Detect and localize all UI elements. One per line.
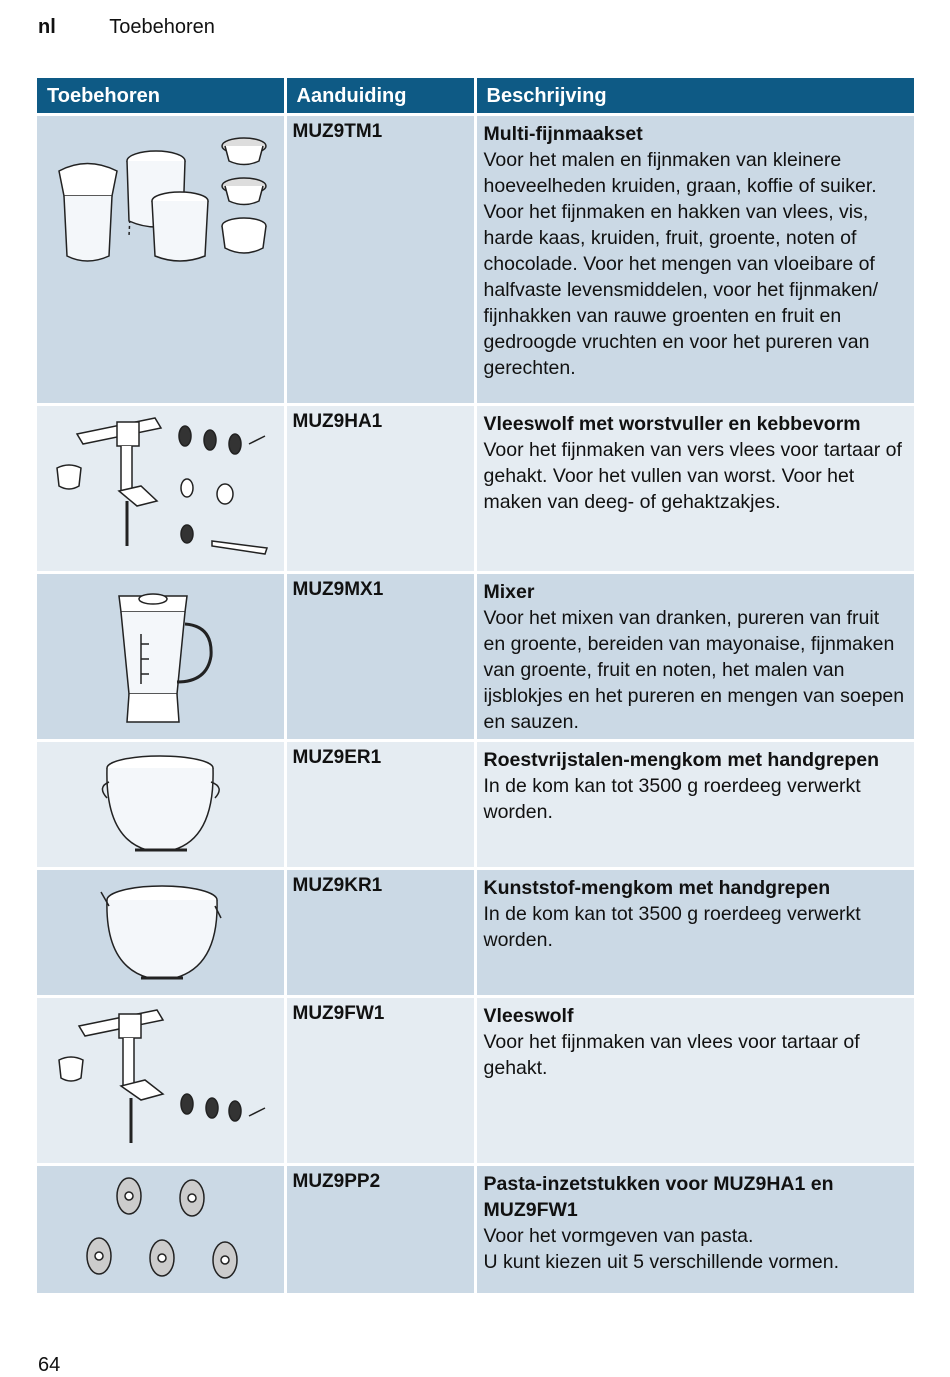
product-description-cell [475,115,914,405]
page-header [38,16,215,39]
product-body: Voor het malen en fijnmaken van kleinere hoeveelheden kruiden, graan, koffie of suiker. Voor het fijnmaken en hakken van vlees, vis, harde kaas, kruiden, fruit, groente, noten of chocolade. Voor het mengen van vloeibare of halfvaste levensmiddelen, voor het fijnmaken/ fijnhakken van rauwe groenten en fruit en gedroogde vruchten en voor het pureren van gerechten. [483,149,879,379]
table-header-row [37,78,914,115]
product-title: Mixer [483,581,535,603]
table-row [37,115,914,405]
product-body: Voor het fijnmaken van vlees voor tartaar of gehakt. [483,1031,860,1079]
product-body: In de kom kan tot 3500 g roerdeeg verwerkt worden. [483,903,861,951]
col-header-accessory: Toebehoren [37,78,285,115]
product-code: MUZ9ER1 [292,747,382,768]
product-code-cell [285,741,475,869]
product-code: MUZ9MX1 [292,579,384,600]
product-description-cell [475,1165,914,1293]
multi-chopper-set-illustration [37,116,285,406]
product-description-cell [475,573,914,741]
meat-grinder-illustration [37,998,285,1166]
plastic-bowl-illustration [37,870,285,998]
col-header-description: Beschrijving [475,78,914,115]
product-title: Vleeswolf [483,1005,574,1027]
page-number: 64 [38,1354,61,1376]
product-description-cell [475,869,914,997]
product-body: Voor het mixen van dranken, pureren van fruit en groente, bereiden van mayonaise, fijnmaken van groente, fruit en noten, het malen van ijsblokjes en het pureren en mengen van soepen en sauzen. [483,607,905,733]
table-row [37,997,914,1165]
table-row [37,405,914,573]
product-code: MUZ9KR1 [292,875,383,896]
stainless-steel-bowl-illustration [37,742,285,870]
pasta-discs-illustration [37,1166,285,1294]
product-code-cell [285,1165,475,1293]
language-code: nl [38,16,56,38]
product-image-cell [37,869,285,997]
product-description-cell [475,997,914,1165]
product-image-cell [37,573,285,741]
product-code-cell [285,115,475,405]
product-title: Vleeswolf met worstvuller en kebbevorm [483,413,861,435]
table-row [37,573,914,741]
product-code-cell [285,869,475,997]
product-code-cell [285,405,475,573]
product-image-cell [37,997,285,1165]
product-code: MUZ9PP2 [292,1171,381,1192]
product-description-cell [475,741,914,869]
blender-illustration [37,574,285,742]
product-body: Voor het vormgeven van pasta. [483,1225,754,1247]
section-title: Toebehoren [109,16,215,38]
table-row [37,741,914,869]
meat-grinder-with-sausage-filler-illustration [37,406,285,574]
product-code-cell [285,997,475,1165]
product-code: MUZ9TM1 [292,121,383,142]
product-image-cell [37,115,285,405]
product-code-cell [285,573,475,741]
product-title: Kunststof-mengkom met handgrepen [483,877,831,899]
product-description-cell [475,405,914,573]
table-row [37,1165,914,1293]
product-code: MUZ9FW1 [292,1003,385,1024]
col-header-code: Aanduiding [285,78,475,115]
product-title: Roestvrijstalen-mengkom met handgrepen [483,749,880,771]
accessories-table [37,78,914,1293]
product-body: In de kom kan tot 3500 g roerdeeg verwerkt worden. [483,775,861,823]
product-image-cell [37,405,285,573]
product-title: Pasta-inzetstukken voor MUZ9HA1 en MUZ9FW1 [483,1173,834,1221]
product-body: Voor het fijnmaken van vers vlees voor tartaar of gehakt. Voor het vullen van worst. Voor het maken van deeg- of gehaktzakjes. [483,439,902,513]
product-body-extra: U kunt kiezen uit 5 verschillende vormen. [483,1251,840,1273]
table-row [37,869,914,997]
product-title: Multi-fijnmaakset [483,123,643,145]
product-image-cell [37,1165,285,1293]
product-code: MUZ9HA1 [292,411,383,432]
product-image-cell [37,741,285,869]
